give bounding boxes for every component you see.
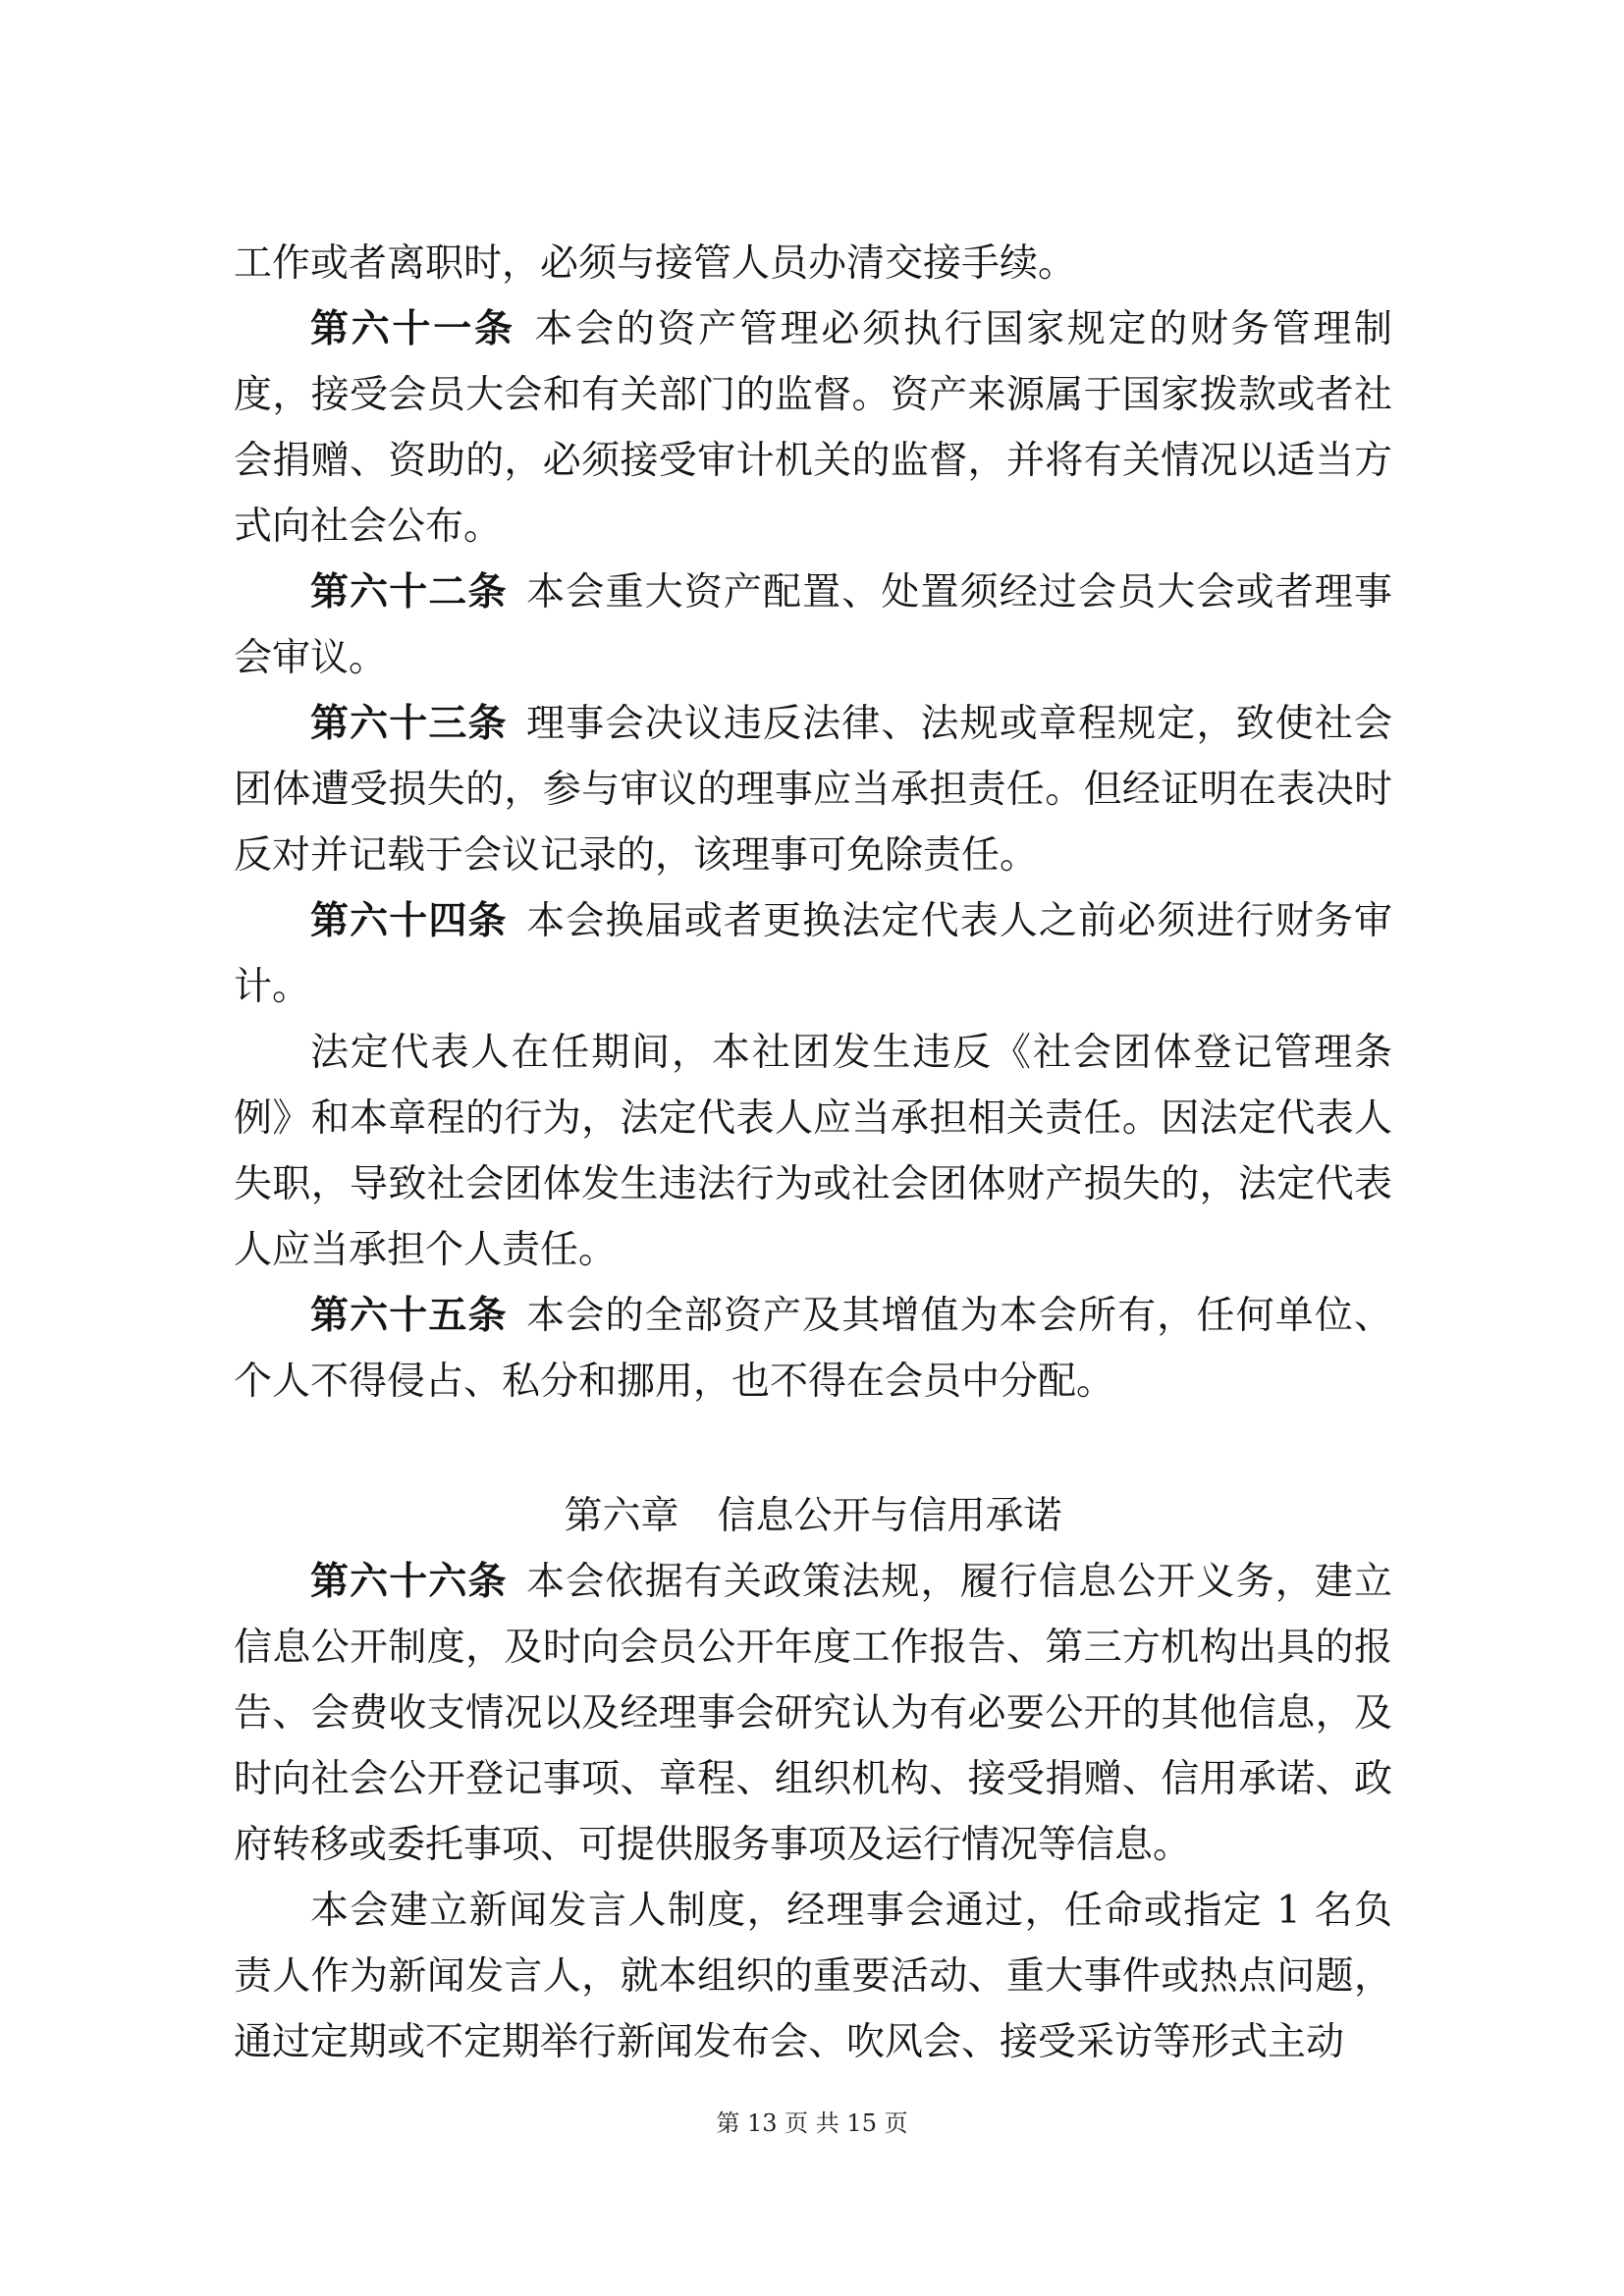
article-text: 本会换届或者更换法定代表人之前必须进行财务审计。 bbox=[234, 899, 1392, 1009]
article-text: 本会重大资产配置、处置须经过会员大会或者理事会审议。 bbox=[234, 570, 1392, 680]
document-body bbox=[234, 231, 1392, 2075]
article-number: 第六十三条 bbox=[310, 702, 508, 746]
article-62 bbox=[234, 560, 1392, 691]
article-number: 第六十五条 bbox=[310, 1294, 508, 1338]
paragraph-continuation bbox=[234, 231, 1392, 296]
page-number-label: 第 13 页 共 15 页 bbox=[716, 2109, 908, 2137]
article-63 bbox=[234, 691, 1392, 888]
article-text: 本会的全部资产及其增值为本会所有，任何单位、个人不得侵占、私分和挪用，也不得在会员中分配。 bbox=[234, 1294, 1392, 1404]
article-text: 本会依据有关政策法规，履行信息公开义务，建立信息公开制度，及时向会员公开年度工作报告、第三方机构出具的报告、会费收支情况以及经理事会研究认为有必要公开的其他信息，及时向社会公开登记事项、章程、组织机构、接受捐赠、信用承诺、政府转移或委托事项、可提供服务事项及运行情况等信息。 bbox=[234, 1560, 1392, 1867]
paragraph-text: 本会建立新闻发言人制度，经理事会通过，任命或指定 1 名负责人作为新闻发言人，就本组织的重要活动、重大事件或热点问题，通过定期或不定期举行新闻发布会、吹风会、接受采访等形式主动 bbox=[234, 1889, 1392, 2064]
article-64-paragraph-2 bbox=[234, 1020, 1392, 1283]
page-footer bbox=[0, 2109, 1624, 2138]
article-66-paragraph-2 bbox=[234, 1878, 1392, 2075]
article-61 bbox=[234, 296, 1392, 560]
article-number: 第六十四条 bbox=[310, 899, 508, 943]
article-number: 第六十二条 bbox=[310, 570, 508, 614]
article-text: 本会的资产管理必须执行国家规定的财务管理制度，接受会员大会和有关部门的监督。资产来源属于国家拨款或者社会捐赠、资助的，必须接受审计机关的监督，并将有关情况以适当方式向社会公布。 bbox=[234, 307, 1392, 549]
article-65 bbox=[234, 1283, 1392, 1415]
article-66 bbox=[234, 1549, 1392, 1878]
article-number: 第六十一条 bbox=[310, 307, 515, 351]
article-text: 理事会决议违反法律、法规或章程规定，致使社会团体遭受损失的，参与审议的理事应当承担责任。但经证明在表决时反对并记载于会议记录的，该理事可免除责任。 bbox=[234, 702, 1392, 878]
article-64 bbox=[234, 888, 1392, 1020]
paragraph-text: 法定代表人在任期间，本社团发生违反《社会团体登记管理条例》和本章程的行为，法定代表人应当承担相关责任。因法定代表人失职，导致社会团体发生违法行为或社会团体财产损失的，法定代表人应当承担个人责任。 bbox=[234, 1031, 1392, 1272]
article-number: 第六十六条 bbox=[310, 1560, 508, 1604]
paragraph-text: 工作或者离职时，必须与接管人员办清交接手续。 bbox=[234, 241, 1077, 286]
chapter-heading: 第六章 信息公开与信用承诺 bbox=[564, 1494, 1062, 1538]
